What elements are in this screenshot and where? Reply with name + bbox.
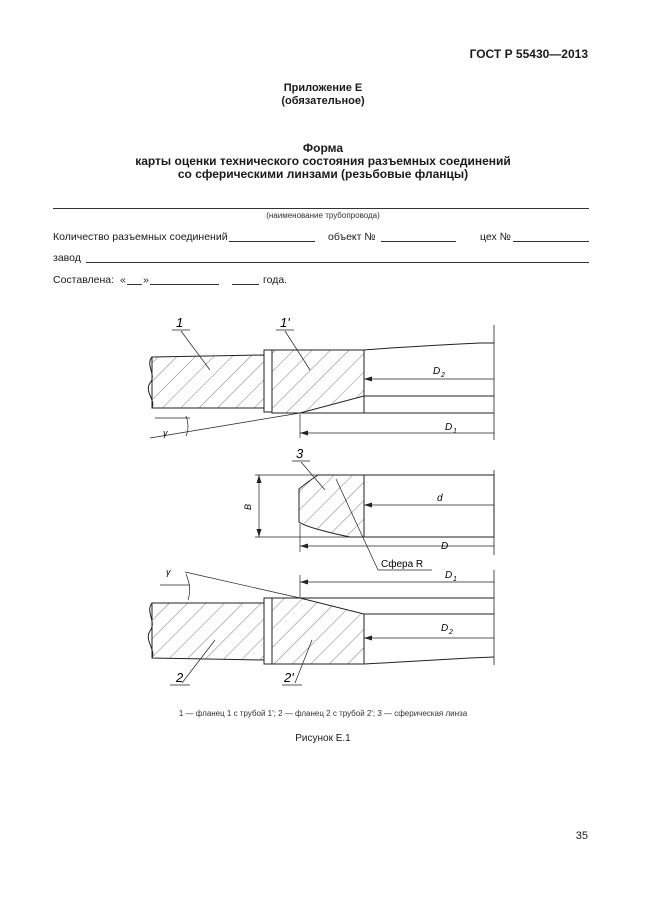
form-title-line-1: карты оценки технического состояния разъемных соединений xyxy=(135,154,511,168)
label-d1-bottom: D xyxy=(445,570,453,581)
month-field[interactable] xyxy=(150,273,219,285)
label-part-3: 3 xyxy=(296,446,304,461)
label-d2-bottom: D xyxy=(441,623,449,634)
year-label: года. xyxy=(263,274,288,286)
flange-2-face xyxy=(264,598,272,664)
figure-caption: Рисунок Е.1 xyxy=(295,733,351,744)
form-word: Форма xyxy=(302,141,344,155)
day-field[interactable] xyxy=(127,273,142,285)
flange-connection-figure xyxy=(0,300,646,700)
quote-open: « xyxy=(120,274,126,286)
angle-line-bottom xyxy=(185,572,300,598)
shop-label: цех № xyxy=(480,231,511,243)
label-d2-top-sub: 2 xyxy=(441,372,445,379)
label-sphere: Сфера R xyxy=(381,559,424,570)
page-number: 35 xyxy=(575,830,588,842)
quote-close: » xyxy=(143,274,149,286)
pipe-1p xyxy=(272,343,494,413)
label-d2-bottom-sub: 2 xyxy=(449,629,453,636)
label-part-2p: 2' xyxy=(284,670,294,685)
label-d1-bottom-sub: 1 xyxy=(453,576,457,583)
form-heading xyxy=(0,142,646,181)
appendix-heading xyxy=(0,82,646,108)
label-d1-top: D xyxy=(445,422,453,433)
label-b: B xyxy=(243,503,253,510)
label-d-outer: D xyxy=(441,541,449,552)
pipeline-name-field[interactable] xyxy=(53,208,589,209)
pipe-2p xyxy=(272,598,494,664)
angle-line-top xyxy=(150,413,300,438)
label-d-inner: d xyxy=(437,493,443,504)
year-field[interactable] xyxy=(232,273,259,285)
flange-1 xyxy=(148,355,264,408)
label-part-1p: 1' xyxy=(280,315,290,330)
label-part-2: 2 xyxy=(176,670,184,685)
label-gamma-top: γ xyxy=(163,428,168,438)
standard-number: ГОСТ Р 55430—2013 xyxy=(469,47,588,61)
label-part-1: 1 xyxy=(176,315,184,330)
object-label: объект № xyxy=(328,231,376,243)
appendix-status: (обязательное) xyxy=(281,95,365,107)
compiled-label: Составлена: xyxy=(53,274,115,286)
form-title-line-2: со сферическими линзами (резьбовые фланцы) xyxy=(177,167,469,181)
label-d1-top-sub: 1 xyxy=(453,428,457,435)
plant-field[interactable] xyxy=(86,251,589,263)
label-gamma-bottom: γ xyxy=(166,567,171,577)
object-number-field[interactable] xyxy=(381,230,456,242)
connections-label: Количество разъемных соединений xyxy=(53,231,228,243)
connections-count-field[interactable] xyxy=(229,230,315,242)
appendix-title: Приложение Е xyxy=(283,82,363,94)
plant-label: завод xyxy=(53,252,81,264)
spherical-lens-3 xyxy=(299,475,494,537)
shop-number-field[interactable] xyxy=(513,230,589,242)
pipeline-name-caption: (наименование трубопровода) xyxy=(266,211,380,220)
flange-1-face xyxy=(264,350,272,412)
figure-legend: 1 — фланец 1 с трубой 1'; 2 — фланец 2 с трубой 2'; 3 — сферическая линза xyxy=(178,709,468,718)
label-d2-top: D xyxy=(433,366,441,377)
